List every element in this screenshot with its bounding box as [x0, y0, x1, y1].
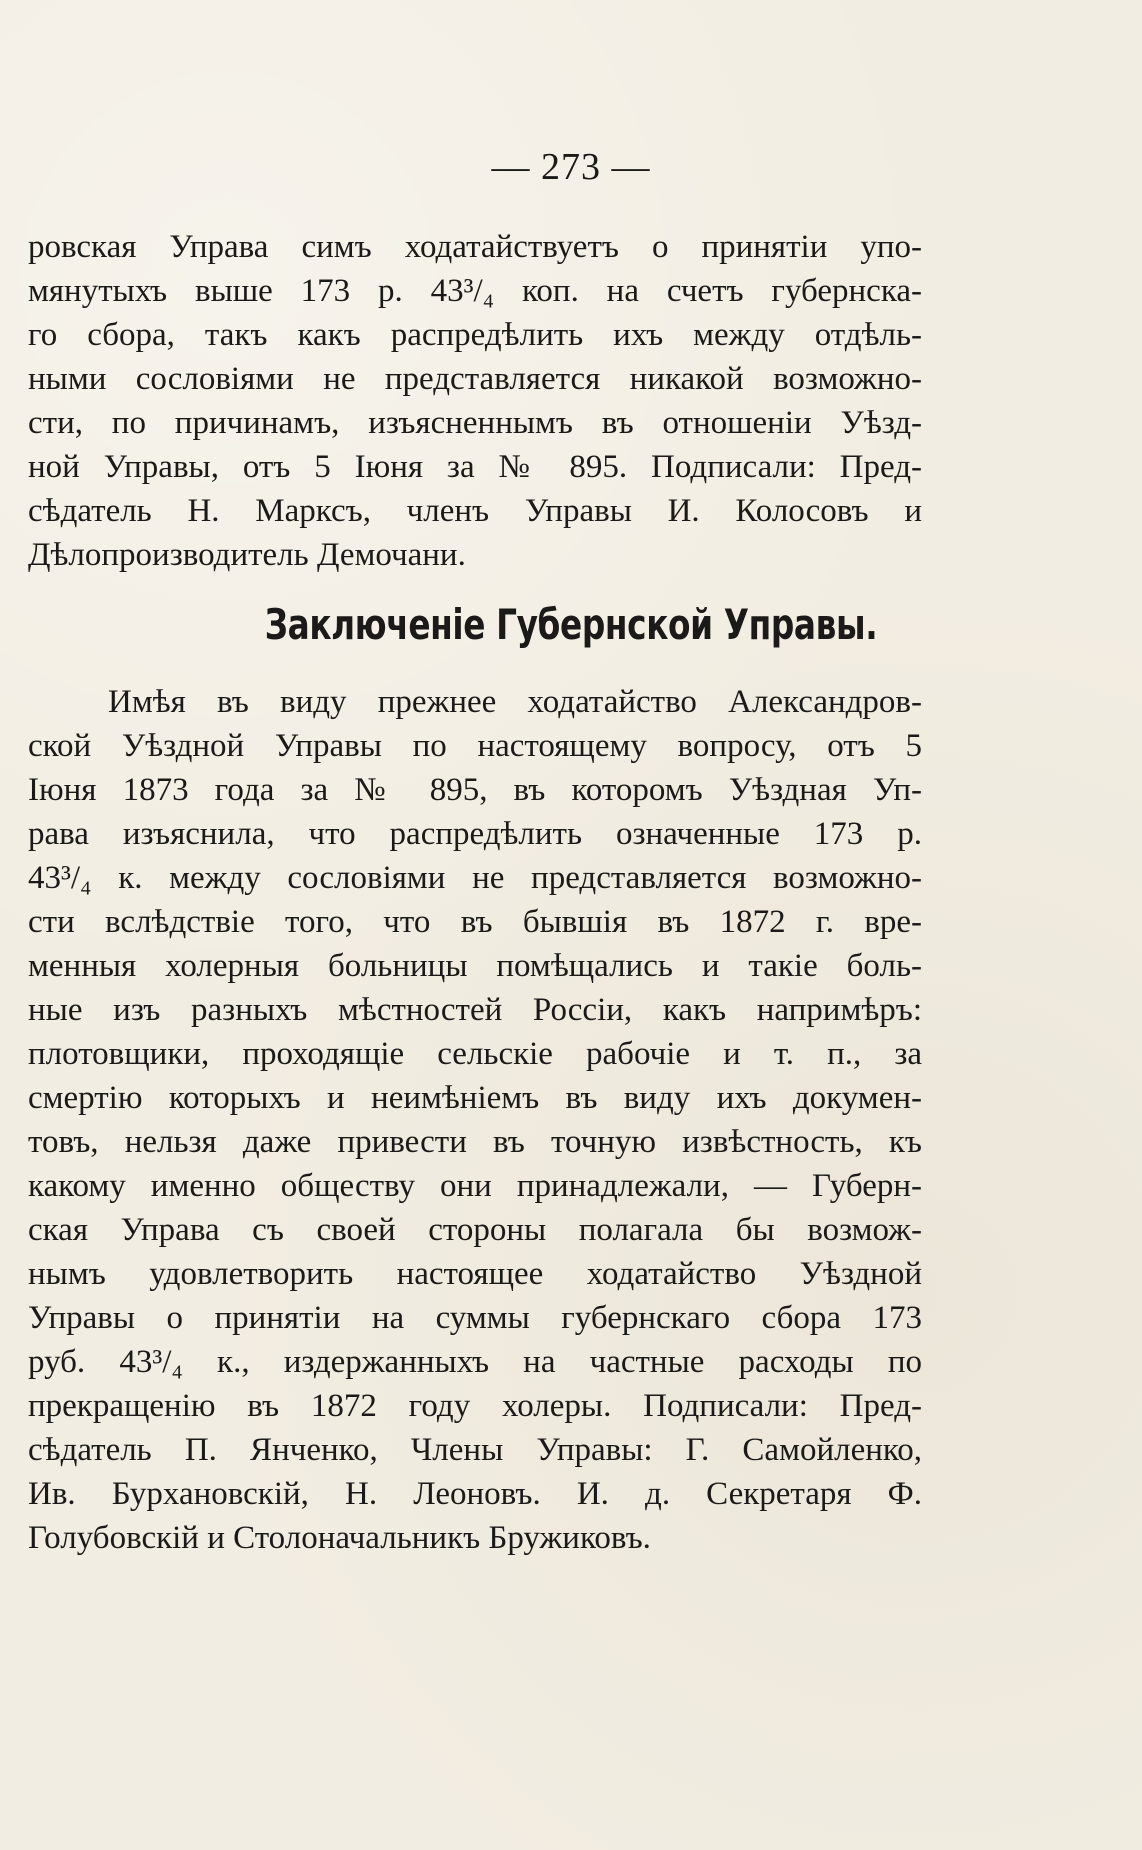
paragraph-2-line: Голубовскій и Столоначальникъ Бружиковъ. — [28, 1520, 651, 1556]
paragraph-2-line: руб. 43³/₄ к., издержанныхъ на частные расходы по — [28, 1344, 922, 1380]
paragraph-2-line: какому именно обществу они принадлежали, — Губерн- — [28, 1168, 922, 1204]
paragraph-2-line: ской Уѣздной Управы по настоящему вопросу, отъ 5 — [28, 728, 922, 764]
paragraph-2-line: товъ, нельзя даже привести въ точную извѣстность, къ — [28, 1124, 922, 1160]
paragraph-2-line: рава изъяснила, что распредѣлить означенные 173 р. — [28, 816, 922, 852]
paragraph-2-line: Іюня 1873 года за № 895, въ которомъ Уѣздная Уп- — [28, 772, 922, 808]
paragraph-2-line: плотовщики, проходящіе сельскіе рабочіе и т. п., за — [28, 1036, 922, 1072]
paragraph-2-line: сѣдатель П. Янченко, Члены Управы: Г. Самойленко, — [28, 1432, 922, 1468]
paragraph-2-line: Управы о принятіи на суммы губернскаго сбора 173 — [28, 1300, 922, 1336]
paragraph-1-line: мянутыхъ выше 173 р. 43³/₄ коп. на счетъ губернска- — [28, 273, 922, 309]
page-number: — 273 — — [491, 146, 651, 188]
paragraph-2-line: прекращенію въ 1872 году холеры. Подписали: Пред- — [28, 1388, 922, 1424]
paragraph-1-line: го сбора, такъ какъ распредѣлить ихъ между отдѣль- — [28, 317, 922, 353]
paragraph-1-line: сѣдатель Н. Марксъ, членъ Управы И. Колосовъ и — [28, 493, 922, 529]
paragraph-2-line: ные изъ разныхъ мѣстностей Россіи, какъ напримѣръ: — [28, 992, 922, 1028]
paragraph-2-line: нымъ удовлетворить настоящее ходатайство Уѣздной — [28, 1256, 922, 1292]
paragraph-2-line: ская Управа съ своей стороны полагала бы возмож- — [28, 1212, 922, 1248]
paragraph-1-line: сти, по причинамъ, изъясненнымъ въ отношеніи Уѣзд- — [28, 405, 922, 441]
paragraph-2 — [28, 680, 922, 1560]
paragraph-1-line: ной Управы, отъ 5 Іюня за № 895. Подписали: Пред- — [28, 449, 922, 485]
paragraph-1 — [28, 225, 922, 577]
paragraph-1-line: ными сословіями не представляется никакой возможно- — [28, 361, 922, 397]
paragraph-2-line: Ив. Бурхановскій, Н. Леоновъ. И. д. Секретаря Ф. — [28, 1476, 922, 1512]
paragraph-2-line: сти вслѣдствіе того, что въ бывшія въ 1872 г. вре- — [28, 904, 922, 940]
paragraph-2-line: смертію которыхъ и неимѣніемъ въ виду ихъ докумен- — [28, 1080, 922, 1116]
paragraph-2-line: менныя холерныя больницы помѣщались и такіе боль- — [28, 948, 922, 984]
paragraph-2-line: 43³/₄ к. между сословіями не представляется возможно- — [28, 860, 922, 896]
section-heading: Заключеніе Губернской Управы. — [264, 600, 878, 649]
paragraph-2-line: Имѣя въ виду прежнее ходатайство Александров- — [108, 684, 922, 720]
paragraph-1-line: ровская Управа симъ ходатайствуетъ о принятіи упо- — [28, 229, 922, 265]
paragraph-1-line: Дѣлопроизводитель Демочани. — [28, 537, 466, 573]
